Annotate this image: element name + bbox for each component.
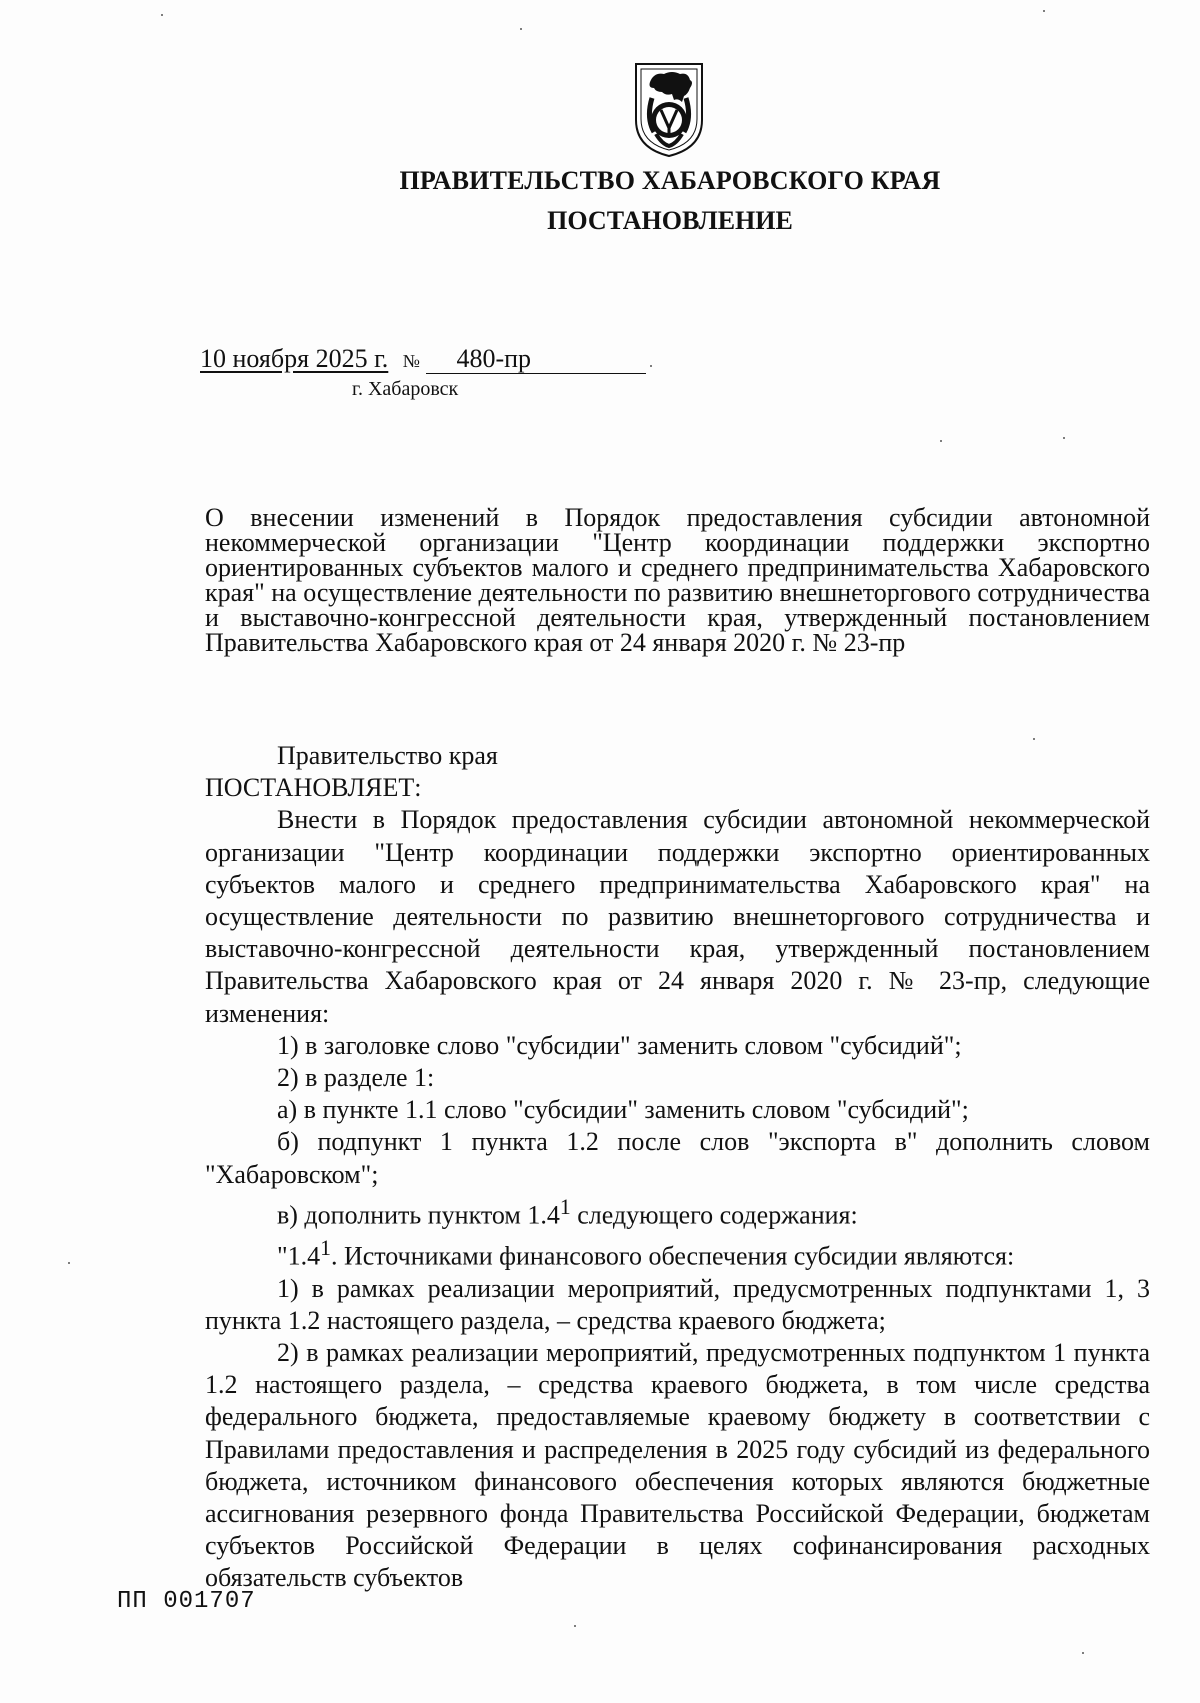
scan-speck: [1043, 10, 1045, 12]
decree-word: ПОСТАНОВЛЯЕТ:: [205, 773, 422, 803]
document-city: г. Хабаровск: [352, 378, 459, 400]
scan-speck: [650, 365, 652, 367]
scan-speck: [574, 1625, 576, 1627]
item-2v-text: в) дополнить пунктом 1.4: [277, 1200, 560, 1230]
item-2: 2) в разделе 1:: [277, 1063, 435, 1093]
sub-item-2: 2) в рамках реализации мероприятий, предусмотренных подпунктом 1 пункта 1.2 настоящего раздела, – средства краевого бюджета, в том числе средства федерального бюджета, предоставляемые краевому бюджету в соответствии с Правилами предоставления и распределения в 2025 году субсидий из федерального бюджета, источником финансового обеспечения которых являются бюджетные ассигнования резервного фонда Правительства Российской Федерации, бюджетам субъектов Российской Федерации в целях софинансирования расходных обязательств субъектов: [205, 1337, 1150, 1593]
item-2b: б) подпункт 1 пункта 1.2 после слов "экспорта в" дополнить словом "Хабаровском";: [205, 1127, 1150, 1189]
document-number: 480-пр: [426, 345, 646, 374]
item-2v-tail: следующего содержания:: [570, 1200, 858, 1230]
scan-speck: [161, 14, 163, 16]
item-2v: [205, 1191, 1150, 1232]
preamble: Правительство края: [277, 741, 498, 770]
intro-paragraph: Внести в Порядок предоставления субсидии автономной некоммерческой организации "Центр координации поддержки экспортно ориентированных субъектов малого и среднего предпринимательства Хабаровского края" на осуществление деятельности по развитию внешнеторгового сотрудничества и выставочно-конгрессной деятельности края, утвержденный постановлением Правительства Хабаровского края от 24 января 2020 г. № 23-пр, следующие изменения:: [205, 805, 1150, 1028]
item-2a: а) в пункте 1.1 слово "субсидии" заменить словом "субсидий";: [277, 1095, 969, 1125]
document-body: [205, 740, 1150, 1595]
quote-heading: [205, 1232, 1150, 1273]
quote-heading-text: "1.4: [277, 1241, 321, 1271]
scan-speck: [1033, 738, 1035, 740]
document-title: О внесении изменений в Порядок предоставления субсидии автономной некоммерческой организации "Центр координации поддержки экспортно ориентированных субъектов малого и среднего предпринимательства Хабаровского края" на осуществление деятельности по развитию внешнеторгового сотрудничества и выставочно-конгрессной деятельности края, утвержденный постановлением Правительства Хабаровского края от 24 января 2020 г. № 23-пр: [205, 503, 1150, 657]
scan-speck: [68, 1262, 70, 1264]
item-2v-superscript: 1: [559, 1194, 571, 1219]
scan-speck: [520, 28, 522, 30]
document-type: ПОСТАНОВЛЕНИЕ: [547, 206, 793, 235]
date-number-line: [200, 344, 646, 374]
document-date: 10 ноября 2025 г.: [200, 344, 389, 373]
form-code: ПП 001707: [117, 1588, 256, 1615]
item-1: 1) в заголовке слово "субсидии" заменить словом "субсидий";: [277, 1030, 962, 1060]
quote-superscript: 1: [320, 1235, 331, 1260]
government-title: ПРАВИТЕЛЬСТВО ХАБАРОВСКОГО КРАЯ: [399, 166, 941, 195]
scan-speck: [940, 440, 942, 442]
coat-of-arms-icon: [628, 58, 710, 158]
sub-item-1: 1) в рамках реализации мероприятий, предусмотренных подпунктами 1, 3 пункта 1.2 настоящего раздела, – средства краевого бюджета;: [205, 1273, 1150, 1335]
number-sign: №: [402, 351, 420, 371]
scan-speck: [1063, 437, 1065, 439]
quote-heading-tail: . Источниками финансового обеспечения субсидии являются:: [330, 1241, 1015, 1271]
scan-speck: [1082, 1652, 1084, 1654]
